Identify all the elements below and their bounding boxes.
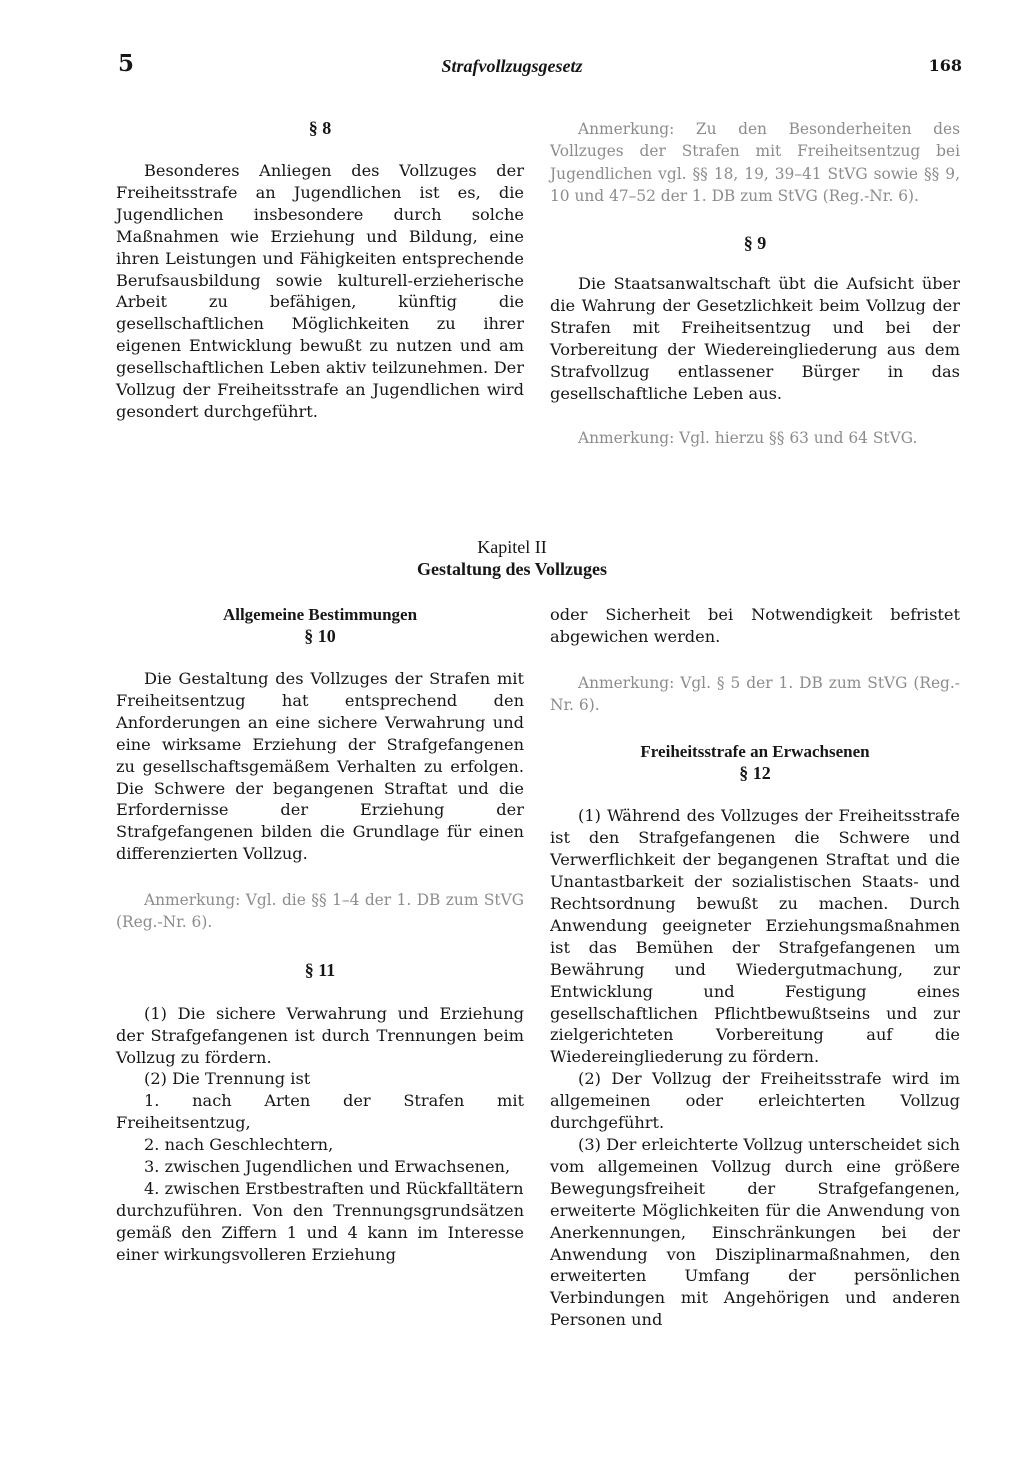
section-11-cont-and-12 <box>550 604 960 1331</box>
section-12-para-2: (2) Der Vollzug der Freiheitsstrafe wird im allgemeinen oder erleichterten Vollzug durchgeführt. <box>550 1069 960 1133</box>
section-12-subheading: Freiheitsstrafe an Erwachsenen <box>640 742 870 762</box>
list-item: 1. nach Arten der Strafen mit Freiheitsentzug, <box>116 1091 524 1133</box>
section-12-heading: § 12 <box>739 763 771 784</box>
section-10-subheading: Allgemeine Bestimmungen <box>222 605 418 624</box>
chapter-heading <box>0 536 1024 580</box>
section-12-para-3: (3) Der erleichterte Vollzug unterscheidet sich vom allgemeinen Vollzug durch eine größere Bewegungsfreiheit der Strafgefangenen, erweiterte Möglichkeiten für die Anwendung von Anerkennungen, Einschränkungen bei der Anwendung von Disziplinarmaßnahmen, den erweiterten Umfang der persönlichen Verbindungen mit Angehörigen und anderen Personen und <box>550 1135 960 1330</box>
section-11-para-3: durchzuführen. Von den Trennungsgrundsätzen gemäß den Ziffern 1 und 4 kann im Interesse einer wirkungsvolleren Erziehung <box>116 1200 524 1264</box>
chapter-label: Kapitel II <box>477 537 547 557</box>
page-number: 168 <box>928 56 962 75</box>
section-11-note: Anmerkung: Vgl. § 5 der 1. DB zum StVG (Reg.-Nr. 6). <box>550 673 960 715</box>
section-8 <box>116 118 524 423</box>
section-8-text: Besonderes Anliegen des Vollzuges der Freiheitsstrafe an Jugendlichen ist es, die Jugendlichen insbesondere durch solche Maßnahmen wie Erziehung und Bildung, eine ihren Leistungen und Fähigkeiten entsprechende Berufsausbildung sowie kulturell-erzieherische Arbeit zu befähigen, künftig die gesellschaftlichen Möglichkeiten zu ihrer eigenen Entwicklung bewußt zu nutzen und am gesellschaftlichen Leben aktiv teilzunehmen. Der Vollzug der Freiheitsstrafe an Jugendlichen wird gesondert durchgeführt. <box>116 161 524 421</box>
list-item: 2. nach Geschlechtern, <box>144 1135 334 1155</box>
list-item: 4. zwischen Erstbestraften und Rückfalltätern <box>144 1179 524 1198</box>
section-8-heading: § 8 <box>308 118 332 138</box>
section-8-note: Anmerkung: Zu den Besonderheiten des Vollzuges der Strafen mit Freiheitsentzug bei Jugendlichen vgl. §§ 18, 19, 39–41 StVG sowie §§ 9, 10 und 47–52 der 1. DB zum StVG (Reg.-Nr. 6). <box>550 120 960 205</box>
separation-list <box>116 1090 524 1200</box>
section-12-para-1: (1) Während des Vollzuges der Freiheitsstrafe ist den Strafgefangenen die Schwere und Verwerflichkeit der begangenen Straftat und die Unantastbarkeit der sozialistischen Staats- und Rechtsordnung bewußt zu machen. Durch Anwendung geeigneter Erziehungsmaßnahmen ist das Bemühen der Strafgefangenen um Bewährung und Wiedergutmachung, zur Entwicklung und Festigung eines gesellschaftlichen Pflichtbewußtseins und zur zielgerichteten Vorbereitung auf die Wiedereingliederung zu fördern. <box>550 806 960 1067</box>
chapter-number: 5 <box>118 50 135 77</box>
section-10-note: Anmerkung: Vgl. die §§ 1–4 der 1. DB zum StVG (Reg.-Nr. 6). <box>116 891 524 932</box>
section-11-heading: § 11 <box>304 959 336 980</box>
chapter-title: Gestaltung des Vollzuges <box>416 559 608 579</box>
running-title: Strafvollzugsgesetz <box>441 56 583 76</box>
section-8-note-and-section-9 <box>550 118 960 449</box>
section-11-para-1: (1) Die sichere Verwahrung und Erziehung der Strafgefangenen ist durch Trennungen beim Vollzug zu fördern. <box>116 1003 524 1067</box>
sections-10-11 <box>116 604 524 1266</box>
section-9-note: Anmerkung: Vgl. hierzu §§ 63 und 64 StVG. <box>578 428 918 447</box>
section-10-heading: § 10 <box>304 626 336 646</box>
section-11-para-2: (2) Die Trennung ist <box>144 1069 311 1089</box>
section-11-continuation: oder Sicherheit bei Notwendigkeit befristet abgewichen werden. <box>550 605 960 646</box>
list-item: 3. zwischen Jugendlichen und Erwachsenen, <box>144 1157 511 1177</box>
section-9-text: Die Staatsanwaltschaft übt die Aufsicht über die Wahrung der Gesetzlichkeit beim Vollzug der Strafen mit Freiheitsentzug und bei der Vorbereitung der Wiedereingliederung aus dem Strafvollzug entlassener Bürger in das gesellschaftliche Leben aus. <box>550 274 960 403</box>
section-9-heading: § 9 <box>743 233 767 254</box>
section-10-text: Die Gestaltung des Vollzuges der Strafen mit Freiheitsentzug hat entsprechend den Anforderungen an eine sichere Verwahrung und eine wirksame Erziehung der Strafgefangenen zu gesellschaftsgemäßem Verhalten zu erfolgen. Die Schwere der begangenen Straftat und die Erfordernisse der Erziehung der Strafgefangenen bilden die Grundlage für einen differenzierten Vollzug. <box>116 669 524 864</box>
